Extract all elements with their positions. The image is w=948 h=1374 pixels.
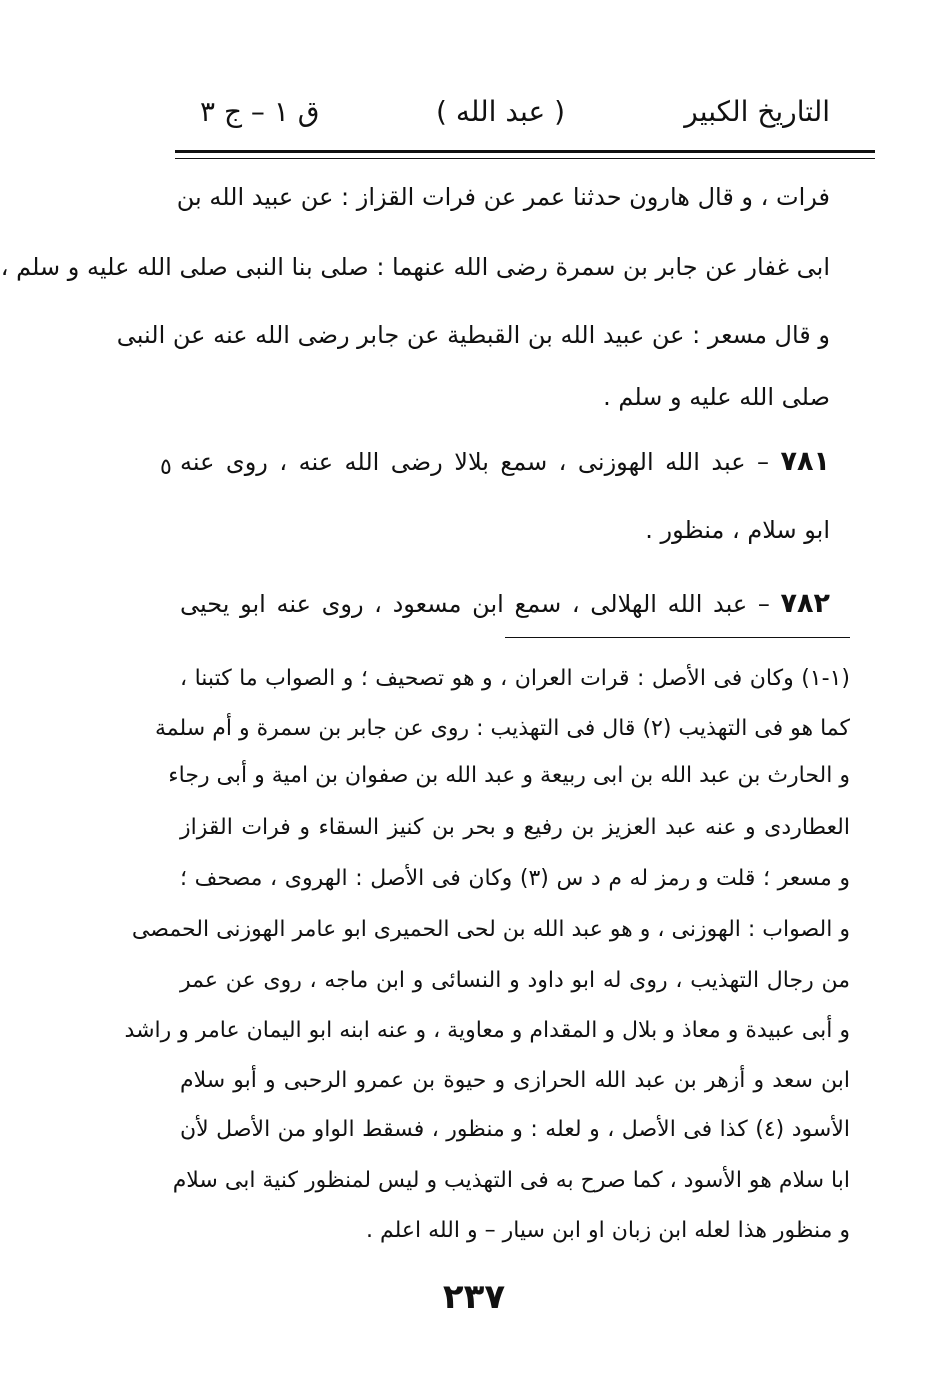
footnote-line: و أبى عبيدة و معاذ و بلال و المقدام و معاوية ، و عنه ابنه ابو اليمان عامر و راشد: [124, 1018, 850, 1043]
footnote-line: (١-١) وكان فى الأصل : قرات العران ، و هو تصحيف ؛ و الصواب ما كتبنا ،: [180, 666, 850, 691]
footnote-line: ابا سلام هو الأسود ، كما صرح به فى التهذيب و ليس لمنظور كنية ابى سلام: [172, 1168, 850, 1193]
book-title: التاريخ الكبير: [684, 95, 830, 128]
text-line: فرات ، و قال هارون حدثنا عمر عن فرات القزاز : عن عبيد الله بن: [176, 183, 830, 211]
footnote-line: و الصواب : الهوزنى ، و هو عبد الله بن لحى الحميرى ابو عامر الهوزنى الحمصى: [131, 917, 850, 942]
entry-number: ٧٨٢: [780, 588, 830, 619]
text-line: صلى الله عليه و سلم .: [603, 383, 830, 411]
footnote-line: الأسود (٤) كذا فى الأصل ، و لعله : و منظور ، فسقط الواو من الأصل لأن: [180, 1117, 850, 1142]
entry-text: – عبد الله الهوزنى ، سمع بلالا رضى الله عنه ، روى عنه: [180, 448, 770, 476]
footnote-line: من رجال التهذيب ، روى له ابو داود و النسائى و ابن ماجه ، روى عن عمر: [180, 968, 850, 993]
entry-781-continuation: ابو سلام ، منظور .: [645, 516, 830, 544]
footnote-line: ابن سعد و أزهر بن عبد الله الحرازى و حيوة بن عمرو الرحبى و أبو سلام: [180, 1068, 850, 1093]
text-line: ابى غفار عن جابر بن سمرة رضى الله عنهما : صلى بنا النبى صلى الله عليه و سلم ،: [0, 253, 830, 281]
section-title: ( عبد الله ): [436, 95, 565, 128]
entry-number: ٧٨١: [780, 446, 830, 477]
volume-reference: ق ١ – ج ٣: [200, 95, 320, 128]
footnote-line: و الحارث بن عبد الله بن ابى ربيعة و عبد الله بن صفوان بن امية و أبى رجاء: [168, 763, 850, 788]
entry-text: – عبد الله الهلالى ، سمع ابن مسعود ، روى عنه ابو يحيى: [180, 590, 770, 618]
footnote-line: و منظور هذا لعله ابن زبان او ابن سيار – و الله اعلم .: [365, 1218, 850, 1243]
page-number: ٢٣٧: [442, 1277, 506, 1317]
footnote-line: كما هو فى التهذيب (٢) قال فى التهذيب : روى عن جابر بن سمرة و أم سلمة: [155, 716, 850, 741]
footnote-line: العطاردى و عنه عبد العزيز بن رفيع و بحر بن كنيز السقاء و فرات القزاز: [180, 815, 850, 840]
text-line: و قال مسعر : عن عبيد الله بن القبطية عن جابر رضى الله عنه عن النبى: [116, 321, 830, 349]
margin-line-number: ٥: [160, 455, 172, 480]
footnote-line: و مسعر ؛ قلت و رمز له م د س (٣) وكان فى الأصل : الهروى ، مصحف ؛: [180, 866, 850, 891]
